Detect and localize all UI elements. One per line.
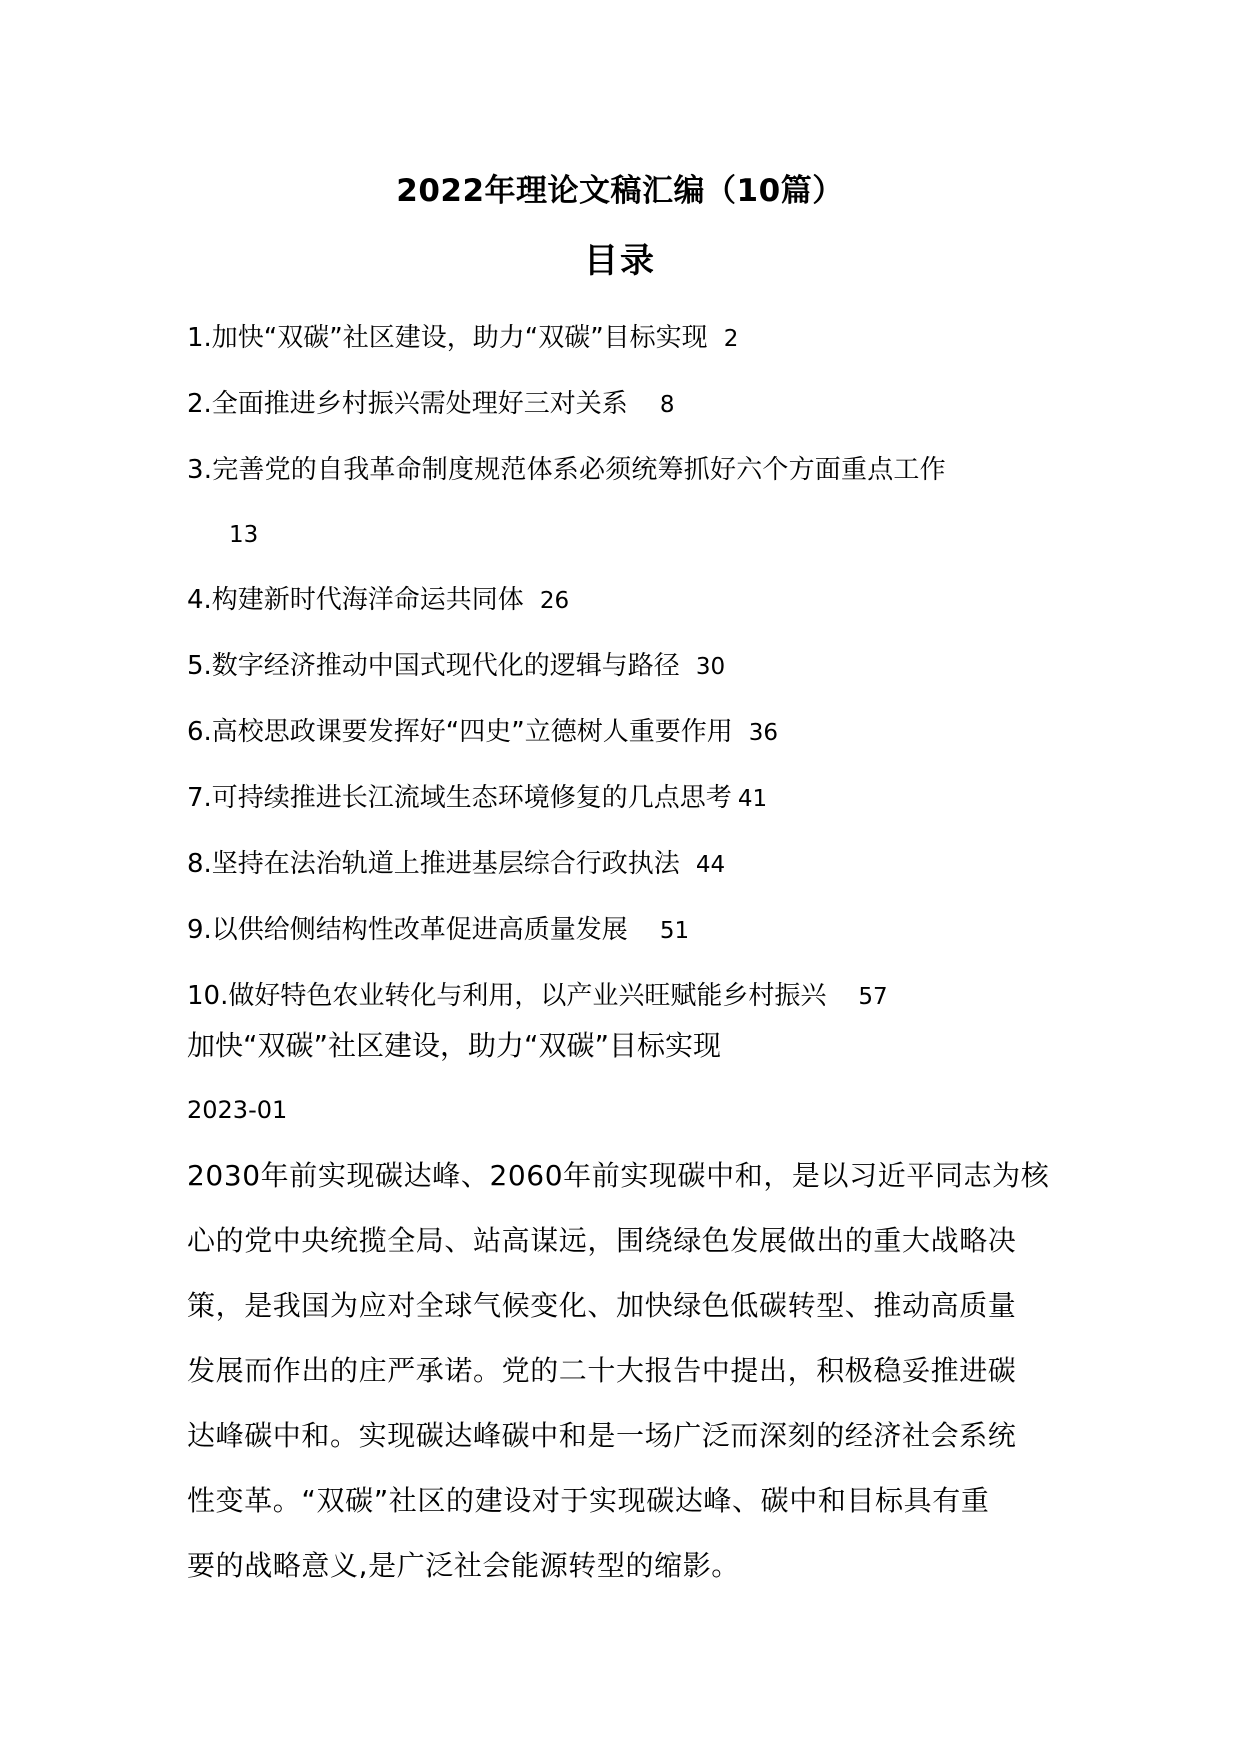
toc-entry-4[interactable]	[187, 568, 1067, 634]
toc-entry-3[interactable]	[187, 438, 1067, 568]
article-body-line: 要的战略意义,是广泛社会能源转型的缩影。	[187, 1549, 740, 1582]
toc-entry-6[interactable]	[187, 700, 1067, 766]
toc-entry-page: 36	[748, 720, 779, 746]
article-body	[187, 1143, 1067, 1598]
toc-entry-page: 51	[659, 918, 690, 944]
toc-entry-8[interactable]	[187, 832, 1067, 898]
toc-entry-page: 57	[858, 984, 888, 1010]
toc-entry-page: 8	[659, 392, 675, 418]
toc-entry-title: 6.高校思政课要发挥好“四史”立德树人重要作用	[187, 717, 733, 747]
toc-heading: 目录	[584, 241, 656, 281]
article-date: 2023-01	[187, 1096, 288, 1124]
toc-entry-title: 1.加快“双碳”社区建设，助力“双碳”目标实现	[187, 323, 708, 353]
toc-entry-title: 3.完善党的自我革命制度规范体系必须统筹抓好六个方面重点工作	[187, 455, 946, 485]
article-body-line: 2030年前实现碳达峰、2060年前实现碳中和，是以习近平同志为核	[187, 1159, 1050, 1192]
toc-entry-title: 10.做好特色农业转化与利用，以产业兴旺赋能乡村振兴	[187, 981, 827, 1011]
toc-entry-title: 2.全面推进乡村振兴需处理好三对关系	[187, 389, 628, 419]
table-of-contents	[187, 306, 1067, 1030]
toc-entry-7[interactable]	[187, 766, 1067, 832]
toc-entry-2[interactable]	[187, 372, 1067, 438]
toc-entry-title: 5.数字经济推动中国式现代化的逻辑与路径	[187, 651, 680, 681]
toc-entry-page: 26	[539, 588, 570, 614]
toc-entry-5[interactable]	[187, 634, 1067, 700]
toc-entry-title: 4.构建新时代海洋命运共同体	[187, 585, 524, 615]
toc-entry-1[interactable]	[187, 306, 1067, 372]
article-body-line: 发展而作出的庄严承诺。党的二十大报告中提出，积极稳妥推进碳	[187, 1354, 1017, 1387]
toc-entry-title: 9.以供给侧结构性改革促进高质量发展	[187, 915, 628, 945]
toc-entry-9[interactable]	[187, 898, 1067, 964]
article-body-line: 性变革。“双碳”社区的建设对于实现碳达峰、碳中和目标具有重	[187, 1484, 990, 1517]
toc-entry-page: 30	[695, 654, 726, 680]
article-body-line: 达峰碳中和。实现碳达峰碳中和是一场广泛而深刻的经济社会系统	[187, 1419, 1017, 1452]
article-body-line: 策，是我国为应对全球气候变化、加快绿色低碳转型、推动高质量	[187, 1289, 1017, 1322]
toc-entry-page: 2	[723, 326, 739, 352]
document-title: 2022年理论文稿汇编（10篇）	[396, 173, 844, 209]
toc-entry-page: 41	[737, 786, 768, 812]
article-title: 加快“双碳”社区建设，助力“双碳”目标实现	[187, 1029, 722, 1062]
article-body-line: 心的党中央统揽全局、站高谋远，围绕绿色发展做出的重大战略决	[187, 1224, 1017, 1257]
toc-entry-title: 8.坚持在法治轨道上推进基层综合行政执法	[187, 849, 680, 879]
toc-entry-page: 44	[695, 852, 726, 878]
article	[187, 1013, 1067, 1598]
toc-entry-page: 13	[229, 522, 259, 548]
toc-entry-title: 7.可持续推进长江流域生态环境修复的几点思考	[187, 783, 732, 813]
